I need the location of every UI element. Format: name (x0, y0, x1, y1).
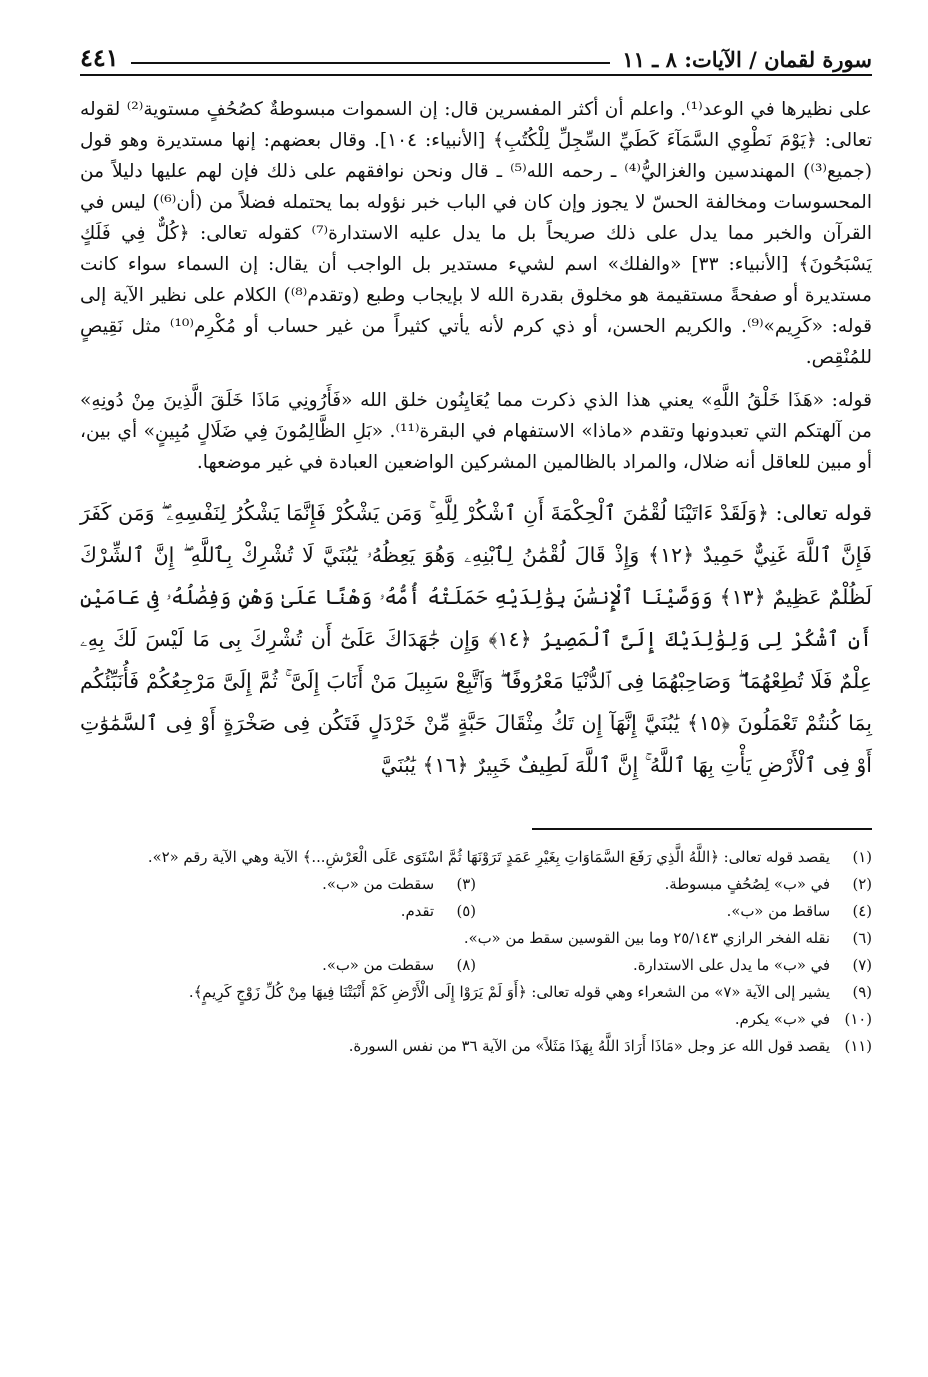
book-page (80, 28, 872, 1060)
footnote-item (476, 952, 872, 979)
footnote-item (80, 925, 872, 952)
footnote-number: (٢) (852, 876, 872, 893)
footnote-text: في «ب» لِصُحُفٍ مبسوطة. (664, 876, 830, 893)
footnote-text: يقصد قوله تعالى: ﴿اللَّهُ الَّذِي رَفَعَ السَّمَاوَاتِ بِغَيْرِ عَمَدٍ تَرَوْنَهَا ثُمَّ اسْتَوَى عَلَى الْعَرْشِ...﴾ الآية وهي الآية رقم «٢». (147, 849, 830, 866)
paragraph-2: قوله: «هَذَا خَلْقُ اللَّهِ» يعني هذا الذي ذكرت مما يُعَايِنُون خلق الله «فَأَرُونِي مَاذَا خَلَقَ الَّذِينَ مِنْ دُونِهِ» من آلهتكم التي تعبدونها وتقدم «ماذا» الاستفهام في البقرة⁽¹¹⁾. «بَلِ الظَّالِمُونَ فِي ضَلَالٍ مُبِينٍ» أي بين، أو مبين للعاقل أنه ضلال، والمراد بالظالمين المشركين الواضعين العبادة في غير موضعها. (80, 390, 872, 473)
footnote-text: سقطت من «ب». (322, 957, 434, 974)
footnote-text: يقصد قول الله عز وجل «مَاذَا أَرَادَ اللَّهُ بِهَذَا مَثَلاً» من الآية ٣٦ من نفس السورة. (348, 1038, 830, 1055)
quran-verse-block (80, 492, 872, 786)
footnote-number: (١٠) (844, 1011, 872, 1028)
footnote-item (476, 871, 872, 898)
footnote-item (80, 1006, 872, 1033)
footnote-row (80, 871, 872, 898)
footnote-item (80, 844, 872, 871)
header-rule (131, 62, 611, 64)
footnote-item (80, 952, 476, 979)
footnotes (80, 844, 872, 1060)
footnote-text: يشير إلى الآية «٧» من الشعراء وهي قوله تعالى: ﴿أَوَ لَمْ يَرَوْا إِلَى الْأَرْضِ كَمْ أَنْبَتْنَا فِيهَا مِنْ كُلِّ زَوْجٍ كَرِيمٍ﴾. (188, 984, 830, 1001)
footnote-text: تقدم. (400, 903, 434, 920)
footnote-item (80, 871, 476, 898)
footnote-number: (٣) (456, 876, 476, 893)
footnote-text: سقطت من «ب». (322, 876, 434, 893)
footnote-item (80, 1033, 872, 1060)
paragraph-1: على نظيرها في الوعد⁽¹⁾. واعلم أن أكثر المفسرين قال: إن السموات مبسوطةٌ كصُحُفٍ مستوية⁽²⁾ لقوله تعالى: ﴿يَوْمَ نَطْوِي السَّمَآءَ كَطَيِّ السِّجِلِّ لِلْكُتُبِ﴾ [الأنبياء: ١٠٤]. وقال بعضهم: إنها مستديرة وهو قول (جميع⁽³⁾) المهندسين والغزاليُّ⁽⁴⁾ ـ رحمه الله⁽⁵⁾ ـ قال ونحن نوافقهم على ذلك فإن لهم عليها دليلاً من المحسوسات ومخالفة الحسّ لا يجوز وإن كان في الباب خبر نؤوله بما يحتمله فضلاً من (أن⁽⁶⁾) ليس في القرآن والخبر مما يدل على ذلك صريحاً بل ما يدل عليه الاستدارة⁽⁷⁾ كقوله تعالى: ﴿كُلٌّ فِي فَلَكٍ يَسْبَحُونَ﴾ [الأنبياء: ٣٣] «والفلك» اسم لشيء مستدير بل الواجب أن يقال: إن السماء سواء كانت مستديرة أو صفحةً مستقيمة هو مخلوق بقدرة الله لا بإيجاب وطبع (وتقدم⁽⁸⁾) الكلام على نظير الآية إلى قوله: «كَرِيم»⁽⁹⁾. والكريم الحسن، أو ذي كرم لأنه يأتي كثيراً من غير حساب أو مُكْرِم⁽¹⁰⁾ مثل نَقِيصٍ للمُنْقِص. (80, 99, 873, 368)
footnote-item (80, 898, 476, 925)
footnote-number: (٤) (852, 903, 872, 920)
verse-text: ﴿وَلَقَدْ ءَاتَيْنَا لُقْمَٰنَ ٱلْحِكْمَةَ أَنِ ٱشْكُرْ لِلَّهِ ۚ وَمَن يَشْكُرْ فَإِنَّمَا يَشْكُرُ لِنَفْسِهِۦ ۖ وَمَن كَفَرَ فَإِنَّ ٱللَّهَ غَنِيٌّ حَمِيدٌ ﴿١٢﴾ وَإِذْ قَالَ لُقْمَٰنُ لِٱبْنِهِۦ وَهُوَ يَعِظُهُۥ يَٰبُنَيَّ لَا تُشْرِكْ بِٱللَّهِ ۖ إِنَّ ٱلشِّرْكَ لَظُلْمٌ عَظِيمٌ ﴿١٣﴾ وَوَصَّيْنَا ٱلْإِنسَٰنَ بِوَٰلِدَيْهِ حَمَلَتْهُ أُمُّهُۥ وَهْنًا عَلَىٰ وَهْنٍ وَفِصَٰلُهُۥ فِى عَامَيْنِ أَنِ ٱشْكُرْ لِى وَلِوَٰلِدَيْكَ إِلَىَّ ٱلْمَصِيرُ ﴿١٤﴾ وَإِن جَٰهَدَاكَ عَلَىٰٓ أَن تُشْرِكَ بِى مَا لَيْسَ لَكَ بِهِۦ عِلْمٌ فَلَا تُطِعْهُمَا ۖ وَصَاحِبْهُمَا فِى ٱلدُّنْيَا مَعْرُوفًا ۖ وَٱتَّبِعْ سَبِيلَ مَنْ أَنَابَ إِلَىَّ ۚ ثُمَّ إِلَىَّ مَرْجِعُكُمْ فَأُنَبِّئُكُم بِمَا كُنتُمْ تَعْمَلُونَ ﴿١٥﴾ يَٰبُنَيَّ إِنَّهَآ إِن تَكُ مِثْقَالَ حَبَّةٍ مِّنْ خَرْدَلٍ فَتَكُن فِى صَخْرَةٍ أَوْ فِى ٱلسَّمَٰوَٰتِ أَوْ فِى ٱلْأَرْضِ يَأْتِ بِهَا ٱللَّهُ ۚ إِنَّ ٱللَّهَ لَطِيفٌ خَبِيرٌ ﴿١٦﴾ يَٰبُنَيَّ (80, 501, 873, 777)
footnote-text: نقله الفخر الرازي ٢٥/١٤٣ وما بين القوسين سقط من «ب». (463, 930, 830, 947)
footnote-number: (٥) (456, 903, 476, 920)
footnote-item (476, 898, 872, 925)
footnote-number: (٩) (852, 984, 872, 1001)
verse-intro: قوله تعالى: (775, 501, 872, 525)
footnote-text: في «ب» يكرم. (734, 1011, 830, 1028)
footnote-text: ساقط من «ب». (726, 903, 830, 920)
footnote-number: (٨) (456, 957, 476, 974)
footnote-number: (١) (852, 849, 872, 866)
footnote-number: (٦) (852, 930, 872, 947)
page-number: ٤٤١ (80, 43, 119, 72)
footnote-number: (١١) (844, 1038, 872, 1055)
footnote-item (80, 979, 872, 1006)
footnote-number: (٧) (852, 957, 872, 974)
footnote-separator (532, 828, 872, 830)
surah-title: سورة لقمان / الآيات: ٨ ـ ١١ (622, 47, 872, 72)
footnote-row (80, 898, 872, 925)
footnote-text: في «ب» ما يدل على الاستدارة. (633, 957, 830, 974)
page-header (80, 28, 872, 76)
main-text (80, 94, 872, 786)
footnote-row (80, 952, 872, 979)
